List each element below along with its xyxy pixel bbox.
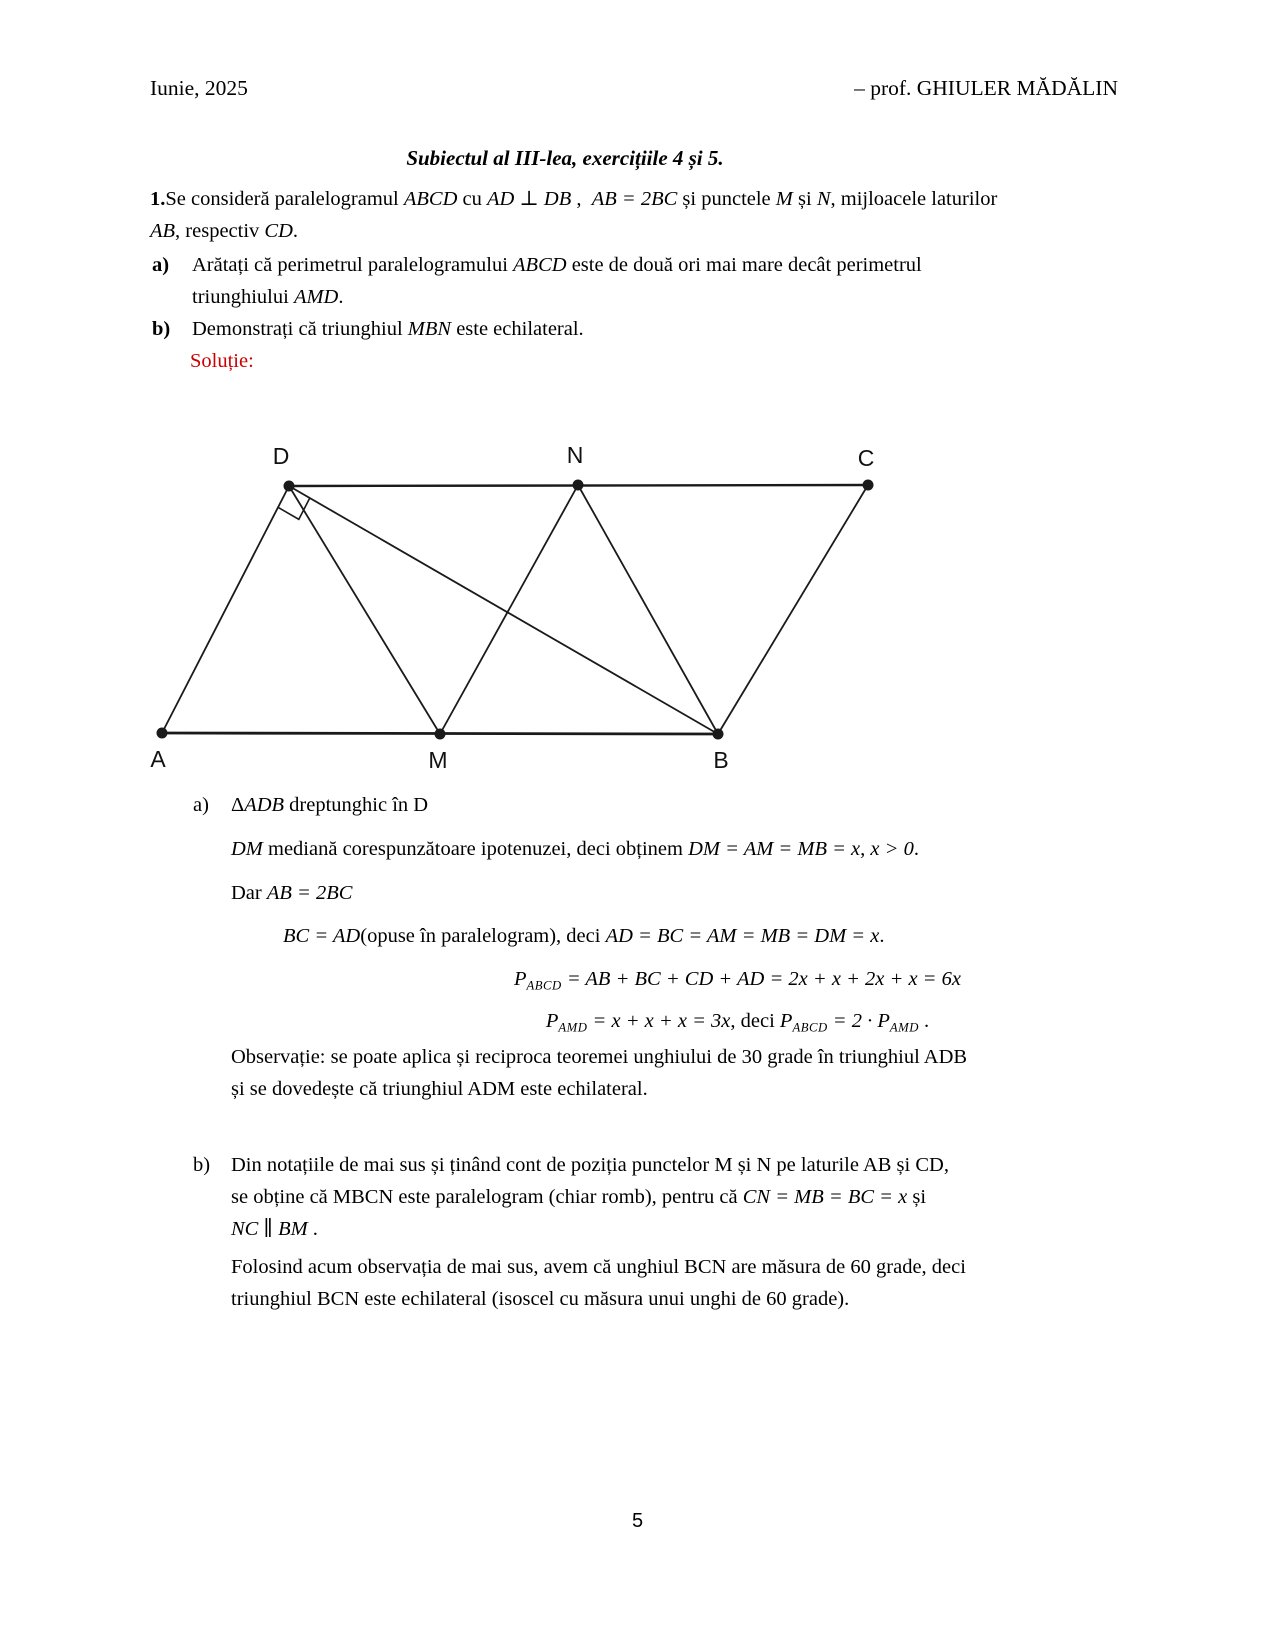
text-run: Se consideră paralelogramul bbox=[165, 188, 404, 210]
text-run: Demonstrați că triunghiul bbox=[192, 318, 408, 340]
text-run: 1. bbox=[150, 188, 166, 210]
solution-a-eq2 bbox=[150, 1006, 1230, 1038]
text-run: NC ∥ BM bbox=[231, 1217, 308, 1240]
solution-a-line3 bbox=[231, 878, 1161, 910]
diagram-edge-NB bbox=[578, 485, 718, 734]
solution-b-para2 bbox=[231, 1252, 1131, 1316]
section-title: Subiectul al III-lea, exercițiile 4 și 5. bbox=[406, 146, 724, 170]
solution-heading: Soluție: bbox=[190, 350, 254, 372]
text-run: DM = AM = MB = x, x > 0 bbox=[688, 838, 914, 860]
solution-a-observation bbox=[231, 1042, 1121, 1106]
solution-a-line4 bbox=[283, 921, 1183, 953]
text-run: CN = MB = BC = x bbox=[742, 1185, 908, 1208]
item-a-text bbox=[192, 254, 927, 308]
diagram-label-D: D bbox=[272, 443, 290, 469]
problem-statement bbox=[150, 184, 1115, 248]
solution-b-para1-text bbox=[231, 1154, 954, 1240]
header-author: – prof. GHIULER MĂDĂLIN bbox=[854, 76, 1118, 100]
diagram-point-C bbox=[863, 480, 874, 491]
text-run: este de două ori mai mare decât perimetrul bbox=[566, 254, 927, 276]
right-angle-mark bbox=[278, 498, 310, 519]
text-run: . bbox=[292, 219, 299, 242]
diagram-label-M: M bbox=[428, 747, 448, 772]
item-b-label: b) bbox=[152, 318, 171, 340]
problem-item-b bbox=[152, 314, 1152, 346]
text-run: AMD bbox=[889, 1020, 919, 1035]
solution-b-label: b) bbox=[193, 1154, 211, 1176]
text-run: P bbox=[545, 1010, 559, 1032]
text-run: P bbox=[513, 968, 527, 990]
text-run: și bbox=[792, 188, 817, 210]
solution-a-line1-text bbox=[231, 794, 428, 816]
diagram-label-B: B bbox=[713, 747, 729, 772]
text-run: . bbox=[307, 1217, 318, 1240]
text-run: P bbox=[779, 1010, 793, 1032]
text-run: mediană corespunzătoare ipotenuzei, deci obținem bbox=[262, 838, 689, 860]
text-run: și se dovedește că triunghiul ADM este echilateral. bbox=[231, 1077, 648, 1100]
text-run: M bbox=[775, 188, 793, 210]
text-run: AB bbox=[150, 219, 176, 242]
diagram-edge-BC bbox=[718, 485, 868, 734]
text-run: ABCD bbox=[792, 1020, 828, 1035]
diagram-point-A bbox=[157, 728, 168, 739]
text-run: AB = 2BC bbox=[591, 188, 678, 210]
diagram-point-N bbox=[573, 480, 584, 491]
text-run: = 2 · P bbox=[827, 1010, 890, 1032]
solution-a-eq1 bbox=[150, 964, 1230, 996]
text-run: ADB bbox=[244, 794, 285, 816]
text-run: ABCD bbox=[403, 188, 458, 210]
text-run: , mijloacele laturilor bbox=[830, 188, 1003, 210]
text-run: , respectiv bbox=[175, 219, 265, 242]
text-run: este echilateral. bbox=[451, 318, 584, 340]
text-run: Δ bbox=[231, 794, 245, 816]
text-run: triunghiul BCN este echilateral (isoscel cu măsura unui unghi de 60 grade). bbox=[231, 1287, 850, 1310]
diagram-point-M bbox=[435, 729, 446, 740]
text-run: = x + x + x = 3x bbox=[587, 1010, 731, 1032]
text-run: dreptunghic în D bbox=[284, 794, 429, 816]
text-run: AD = BC = AM = MB = DM = x bbox=[605, 925, 880, 947]
text-run: AB = 2BC bbox=[266, 882, 353, 904]
text-run: CD bbox=[264, 219, 293, 242]
text-run: N bbox=[816, 188, 831, 210]
text-run: DM bbox=[231, 838, 263, 860]
text-run: și punctele bbox=[677, 188, 776, 210]
text-run: . bbox=[913, 838, 919, 860]
diagram-edge-AD bbox=[162, 486, 289, 733]
text-run: AD ⊥ DB bbox=[487, 188, 572, 210]
diagram-label-N: N bbox=[566, 442, 584, 468]
geometry-diagram bbox=[150, 420, 895, 772]
text-run: cu bbox=[457, 188, 488, 210]
item-b-text bbox=[192, 318, 584, 340]
text-run: se obține că MBCN este paralelogram (chiar romb), pentru că bbox=[231, 1185, 743, 1208]
text-run: Dar bbox=[231, 882, 267, 904]
text-run: . bbox=[338, 285, 344, 308]
solution-a-line1 bbox=[193, 790, 1161, 822]
text-run: Din notațiile de mai sus și ținând cont de poziția punctelor M și N pe laturile AB și CD, bbox=[231, 1154, 955, 1176]
header-date: Iunie, 2025 bbox=[150, 76, 248, 100]
text-run: ABCD bbox=[526, 978, 562, 993]
solution-a-line2 bbox=[231, 834, 1161, 866]
diagram-edge-DB bbox=[289, 486, 718, 734]
text-run: , deci bbox=[730, 1010, 780, 1032]
text-run: ABCD bbox=[513, 254, 567, 276]
text-run: Folosind acum observația de mai sus, avem că unghiul BCN are măsura de 60 grade, deci bbox=[231, 1256, 972, 1278]
text-run: triunghiului bbox=[192, 285, 294, 308]
text-run: MBN bbox=[407, 318, 452, 340]
text-run: Observație: se poate aplica și reciproca teoremei unghiului de 30 grade în triunghiul ADB bbox=[231, 1046, 973, 1068]
text-run: . bbox=[879, 925, 885, 947]
text-run: AMD bbox=[558, 1020, 588, 1035]
text-run: și bbox=[907, 1185, 932, 1208]
text-run: = AB + BC + CD + AD = 2x + x + 2x + x = 6x bbox=[561, 968, 961, 990]
diagram-point-B bbox=[713, 729, 724, 740]
solution-b-para1 bbox=[193, 1150, 1151, 1246]
text-run: Arătați că perimetrul paralelogramului bbox=[192, 254, 514, 276]
text-run: (opuse în paralelogram), deci bbox=[360, 925, 606, 947]
item-a-label: a) bbox=[152, 254, 170, 276]
problem-item-a bbox=[152, 250, 1152, 314]
diagram-edge-DM bbox=[289, 486, 440, 734]
text-run: . bbox=[918, 1010, 930, 1032]
text-run: BC = AD bbox=[283, 925, 361, 947]
text-run: , bbox=[571, 188, 592, 210]
diagram-point-D bbox=[284, 481, 295, 492]
diagram-label-C: C bbox=[857, 445, 875, 471]
diagram-label-A: A bbox=[150, 746, 166, 772]
solution-a-label: a) bbox=[193, 794, 209, 816]
diagram-edge-NM bbox=[440, 485, 578, 734]
page-number: 5 bbox=[631, 1510, 644, 1532]
text-run: AMD bbox=[293, 285, 339, 308]
